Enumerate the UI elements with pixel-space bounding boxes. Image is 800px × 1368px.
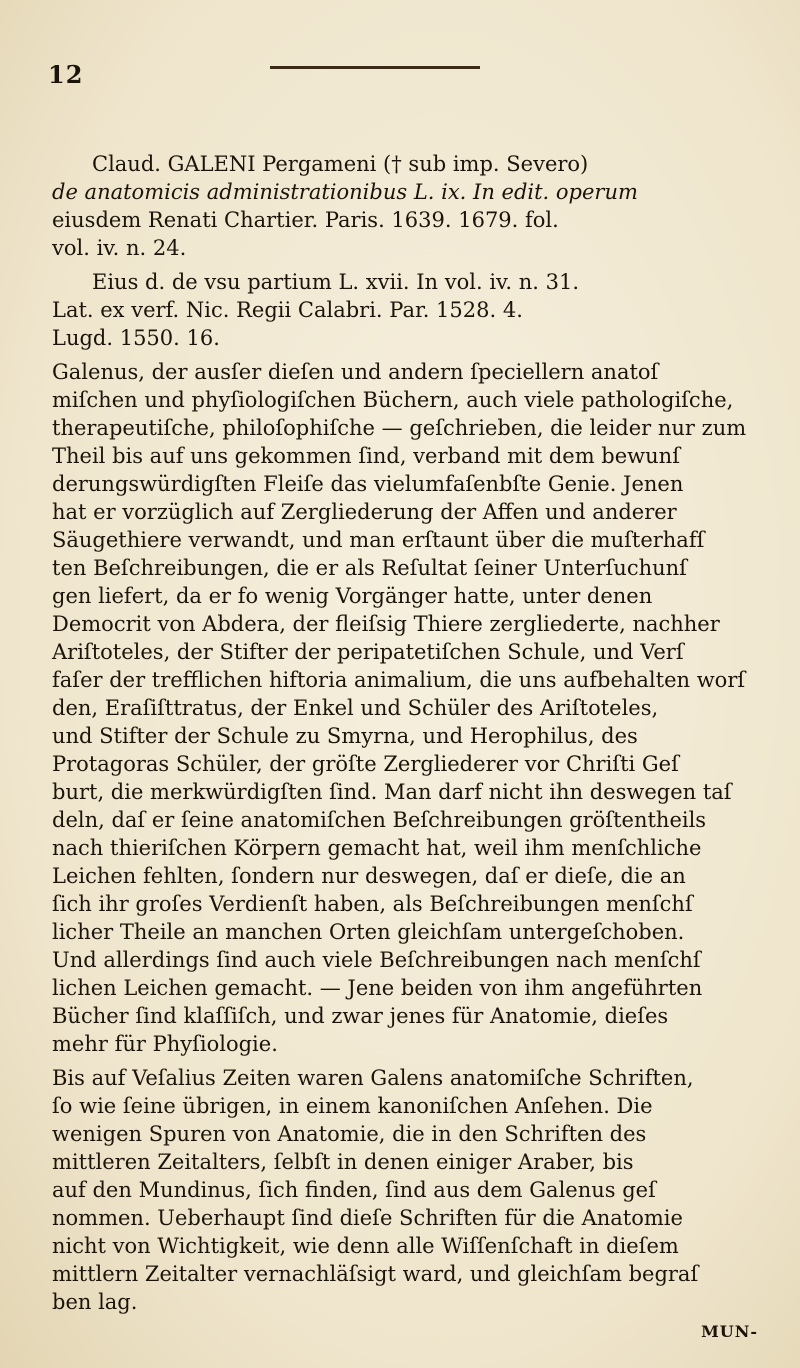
text-line: lichen Leichen gemacht. — Jene beiden von ihm angeführten <box>52 976 703 1000</box>
text-line: nommen. Ueberhaupt ſind dieſe Schriften für die Anatomie <box>52 1206 683 1230</box>
text-line: nach thieriſchen Körpern gemacht hat, weil ihm menſchliche <box>52 836 702 860</box>
text-line: auf den Mundinus, ſich finden, ſind aus dem Galenus geſ <box>52 1178 656 1202</box>
text-line: Bücher ſind klaſſiſch, und zwar jenes für Anatomie, dieſes <box>52 1004 669 1028</box>
header-rule <box>270 66 480 69</box>
text-line: und Stifter der Schule zu Smyrna, und Herophilus, des <box>52 724 638 748</box>
page-number: 12 <box>48 60 84 89</box>
paragraph-vesalius <box>52 1064 772 1316</box>
text-line: den, Eraſiſttratus, der Enkel und Schüler des Ariſtoteles, <box>52 696 659 720</box>
entry-line: Claud. GALENI Pergameni († sub imp. Severo) <box>92 152 589 176</box>
text-line: ten Beſchreibungen, die er als Reſultat ſeiner Unterſuchunſ <box>52 556 687 580</box>
text-line: therapeutiſche, philoſophiſche — geſchrieben, die leider nur zum <box>52 416 747 440</box>
entry-line: Eius d. de vsu partium L. xvii. In vol. iv. n. 31. <box>92 270 580 294</box>
text-line: Leichen fehlten, ſondern nur deswegen, daſ er dieſe, die an <box>52 864 686 888</box>
entry-line: eiusdem Renati Chartier. Paris. 1639. 1679. fol. <box>52 208 559 232</box>
text-line: faſer der trefflichen hiftoria animalium, die uns aufbehalten worſ <box>52 668 746 692</box>
text-line: Und allerdings ſind auch viele Beſchreibungen nach menſchſ <box>52 948 701 972</box>
text-line: Ariſtoteles, der Stifter der peripatetiſchen Schule, und Verſ <box>52 640 684 664</box>
text-line: ſo wie ſeine übrigen, in einem kanoniſchen Anſehen. Die <box>52 1094 653 1118</box>
text-line: nicht von Wichtigkeit, wie denn alle Wiſſenſchaft in dieſem <box>52 1234 679 1258</box>
text-line: ſich ihr groſes Verdienſt haben, als Beſchreibungen menſchſ <box>52 892 693 916</box>
text-line: mittleren Zeitalters, ſelbſt in denen einiger Araber, bis <box>52 1150 634 1174</box>
text-line: licher Theile an manchen Orten gleichſam untergeſchoben. <box>52 920 685 944</box>
text-line: Galenus, der ausſer dieſen und andern ſpeciellern anatoſ <box>52 360 659 384</box>
text-line: Bis auf Veſalius Zeiten waren Galens anatomiſche Schriften, <box>52 1066 694 1090</box>
text-line: wenigen Spuren von Anatomie, die in den Schriften des <box>52 1122 647 1146</box>
text-line: Theil bis auf uns gekommen ſind, verband mit dem bewunſ <box>52 444 680 468</box>
text-line: hat er vorzüglich auf Zergliederung der Affen und anderer <box>52 500 677 524</box>
entry-line: Lugd. 1550. 16. <box>52 326 220 350</box>
text-line: ben lag. <box>52 1290 138 1314</box>
entry-line: Lat. ex verf. Nic. Regii Calabri. Par. 1528. 4. <box>52 298 523 322</box>
entry-line: vol. iv. n. 24. <box>52 236 187 260</box>
text-line: miſchen und phyſiologiſchen Büchern, auch viele pathologiſche, <box>52 388 734 412</box>
text-line: derungswürdigſten Fleiſe das vielumfaſenbſte Genie. Jenen <box>52 472 684 496</box>
text-line: Protagoras Schüler, der gröſte Zergliederer vor Chriſti Geſ <box>52 752 679 776</box>
entry-galen-anatomicis <box>52 150 772 262</box>
text-line: mehr für Phyſiologie. <box>52 1032 278 1056</box>
text-line: Democrit von Abdera, der fleiſsig Thiere zergliederte, nachher <box>52 612 720 636</box>
text-line: deln, daſ er ſeine anatomiſchen Beſchreibungen gröſtentheils <box>52 808 707 832</box>
text-line: gen liefert, da er fo wenig Vorgänger hatte, unter denen <box>52 584 653 608</box>
entry-line: de anatomicis administrationibus L. ix. In edit. operum <box>52 180 638 204</box>
entry-galen-vsu-partium <box>52 268 772 352</box>
paragraph-galenus <box>52 358 772 1058</box>
page-body <box>52 150 772 1322</box>
catchword: MUN- <box>701 1322 758 1341</box>
text-line: mittlern Zeitalter vernachläſsigt ward, und gleichſam begraſ <box>52 1262 699 1286</box>
text-line: Säugethiere verwandt, und man erſtaunt über die muſterhafſ <box>52 528 705 552</box>
text-line: burt, die merkwürdigſten ſind. Man darf nicht ihn deswegen taſ <box>52 780 732 804</box>
